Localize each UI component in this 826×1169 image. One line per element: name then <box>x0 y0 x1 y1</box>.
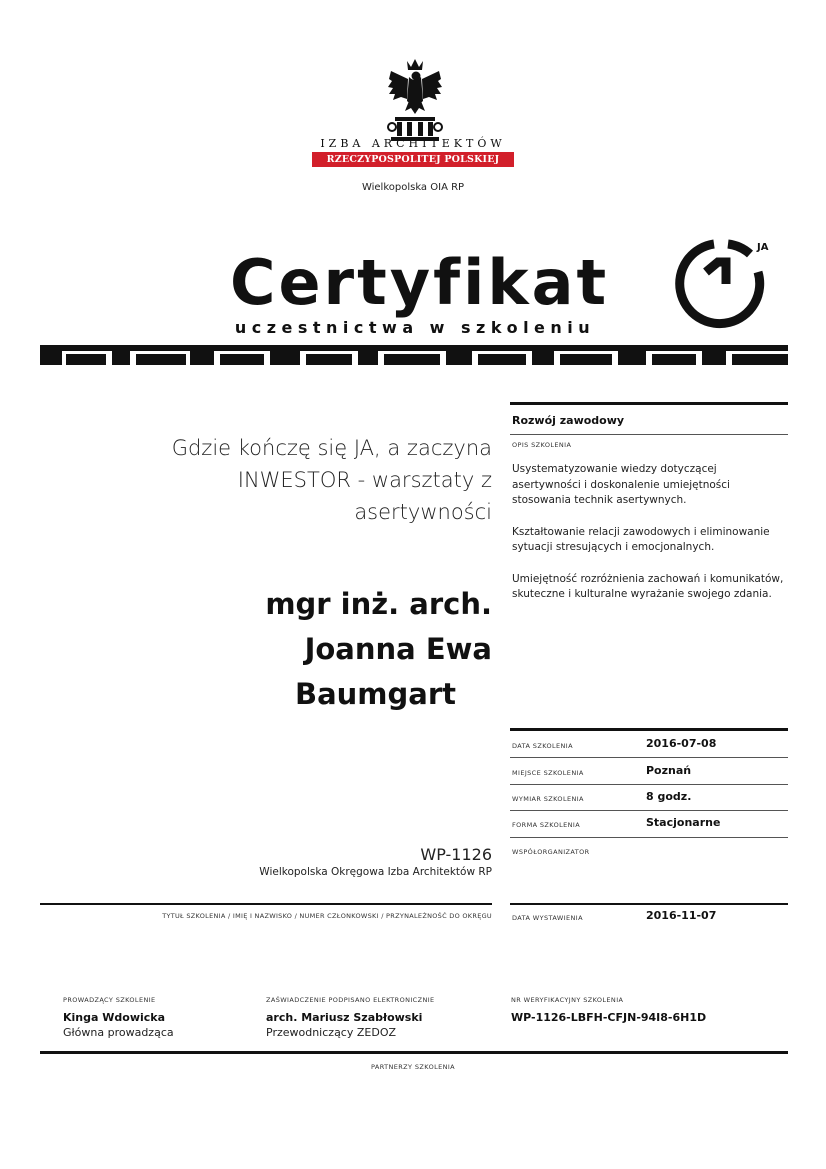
course-date: 2016-07-08 <box>646 737 717 750</box>
divider <box>40 903 492 905</box>
divider <box>510 810 788 811</box>
certificate-subtitle: uczestnictwa w szkoleniu <box>234 318 596 337</box>
divider <box>510 728 788 731</box>
place-label: MIEJSCE SZKOLENIA <box>512 769 584 777</box>
course-form: Stacjonarne <box>646 816 721 829</box>
issue-date-label: DATA WYSTAWIENIA <box>512 914 583 922</box>
lecturer-label: PROWADZĄCY SZKOLENIE <box>63 996 156 1004</box>
participant-given-names: Joanna Ewa <box>304 632 492 666</box>
decorative-band <box>40 345 788 365</box>
verification-number: WP-1126-LBFH-CFJN-94I8-6H1D <box>511 1011 707 1024</box>
divider <box>510 434 788 435</box>
divider <box>40 1051 788 1054</box>
date-label: DATA SZKOLENIA <box>512 742 573 750</box>
participant-surname: Baumgart <box>294 677 456 711</box>
ja-logo <box>670 236 780 332</box>
course-title: Gdzie kończę się JA, a zaczyna INWESTOR - warsztaty z asertywności <box>171 436 492 524</box>
course-category: Rozwój zawodowy <box>512 414 625 427</box>
description-paragraph: Kształtowanie relacji zawodowych i eliminowanie sytuacji stresujących i emocjonalnych. <box>512 525 770 553</box>
divider <box>510 784 788 785</box>
description-label: OPIS SZKOLENIA <box>512 441 572 449</box>
description-paragraph: Umiejętność rozróżnienia zachowań i komunikatów, skuteczne i kulturalne wyrażanie swojego zdania. <box>512 572 784 600</box>
signer-name: arch. Mariusz Szabłowski <box>266 1011 423 1024</box>
signature-label: ZAŚWIADCZENIE PODPISANO ELEKTRONICZNIE <box>266 996 435 1004</box>
left-caption: TYTUŁ SZKOLENIA / IMIĘ I NAZWISKO / NUMER CZŁONKOWSKI / PRZYNALEŻNOŚĆ DO OKRĘGU <box>162 912 492 920</box>
signer-role: Przewodniczący ZEDOZ <box>266 1026 397 1039</box>
org-name-banner: RZECZYPOSPOLITEJ POLSKIEJ <box>312 152 514 167</box>
certificate-title: Certyfikat <box>230 246 610 319</box>
course-hours: 8 godz. <box>646 790 692 803</box>
form-label: FORMA SZKOLENIA <box>512 821 581 829</box>
divider <box>510 837 788 838</box>
lecturer-role: Główna prowadząca <box>63 1026 174 1039</box>
course-description <box>512 462 784 619</box>
description-paragraph: Usystematyzowanie wiedzy dotyczącej asertywności i doskonalenie umiejętności stosowania technik asertywnych. <box>512 463 730 506</box>
hours-label: WYMIAR SZKOLENIA <box>512 795 584 803</box>
divider <box>510 402 788 405</box>
eagle-emblem-icon <box>383 57 447 147</box>
issue-date: 2016-11-07 <box>646 909 717 922</box>
coorganizer-label: WSPÓŁORGANIZATOR <box>512 848 590 856</box>
member-number: WP-1126 <box>420 845 492 864</box>
divider <box>510 757 788 758</box>
ja-logo-text: JA <box>757 242 769 253</box>
ja-logo-icon <box>670 236 780 332</box>
regional-chamber: Wielkopolska OIA RP <box>361 182 465 193</box>
divider <box>510 903 788 905</box>
member-chamber: Wielkopolska Okręgowa Izba Architektów RP <box>259 866 492 878</box>
verification-label: NR WERYFIKACYJNY SZKOLENIA <box>511 996 624 1004</box>
participant-name <box>180 582 492 717</box>
lecturer-name: Kinga Wdowicka <box>63 1011 166 1024</box>
participant-title: mgr inż. arch. <box>265 587 492 621</box>
course-place: Poznań <box>646 764 692 777</box>
org-name: IZBA ARCHITEKTÓW <box>320 137 506 150</box>
partners-label: PARTNERZY SZKOLENIA <box>370 1063 456 1071</box>
